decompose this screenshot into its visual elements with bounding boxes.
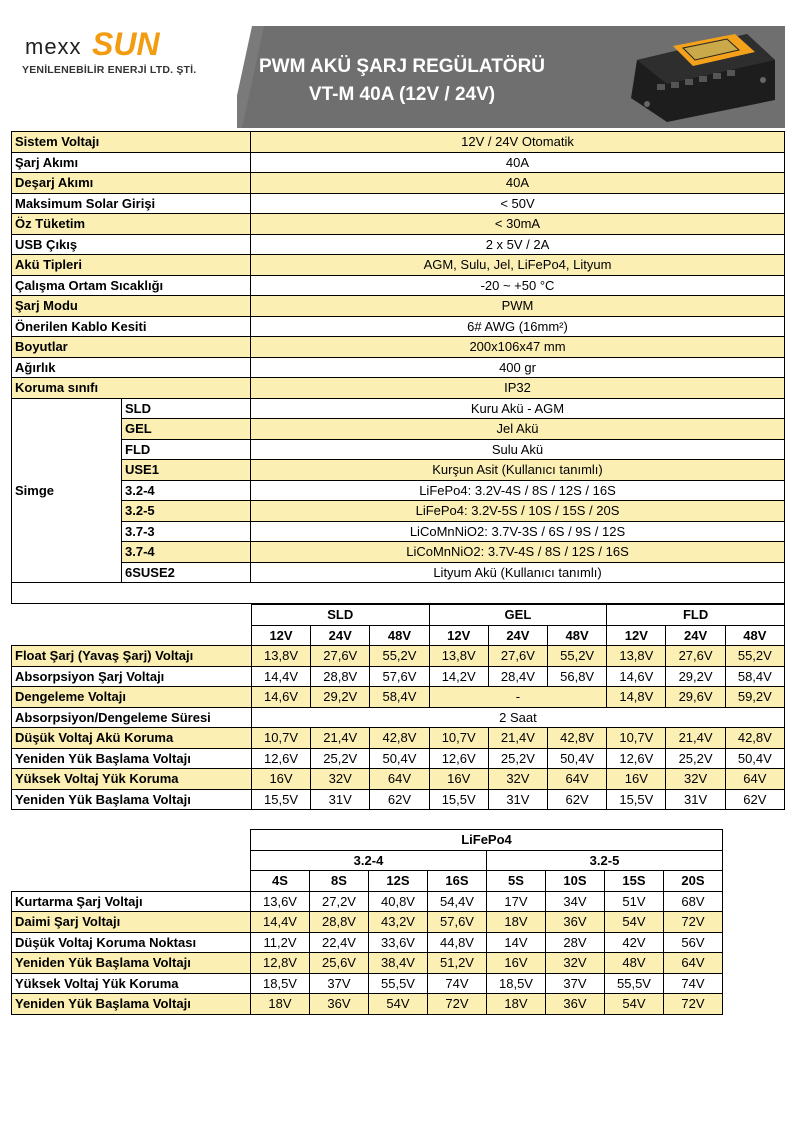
row-label: Yüksek Voltaj Yük Koruma (12, 769, 252, 790)
symbol-description: Sulu Akü (251, 439, 785, 460)
value-cell: 48V (605, 953, 664, 974)
value-cell: 32V (666, 769, 725, 790)
value-cell: 55,2V (725, 646, 784, 667)
table-row (12, 973, 723, 994)
value-cell: 72V (428, 994, 487, 1015)
value-cell: 12,6V (251, 748, 310, 769)
value-cell: 28,4V (488, 666, 547, 687)
value-cell: 15,5V (251, 789, 310, 810)
value-cell: 32V (311, 769, 370, 790)
cell-count-header: 8S (310, 871, 369, 892)
row-label: Düşük Voltaj Koruma Noktası (12, 932, 251, 953)
table-row (12, 255, 785, 276)
value-cell: 16V (251, 769, 310, 790)
value-cell: 57,6V (370, 666, 429, 687)
value-cell: 25,2V (666, 748, 725, 769)
voltage-header: 48V (725, 625, 784, 646)
value-cell: 64V (548, 769, 607, 790)
value-cell: 18,5V (251, 973, 310, 994)
value-cell: 14,4V (251, 912, 310, 933)
table-row (12, 275, 785, 296)
spec-value: AGM, Sulu, Jel, LiFePo4, Lityum (251, 255, 785, 276)
symbol-description: Kuru Akü - AGM (251, 398, 785, 419)
table-row (12, 666, 785, 687)
cell-count-header: 5S (487, 871, 546, 892)
value-cell: 38,4V (369, 953, 428, 974)
spec-label: Şarj Modu (12, 296, 251, 317)
value-cell: 14,2V (429, 666, 488, 687)
symbol-description: Kurşun Asit (Kullanıcı tanımlı) (251, 460, 785, 481)
value-cell: 25,2V (488, 748, 547, 769)
value-cell: 31V (488, 789, 547, 810)
symbol-code: 3.2-4 (122, 480, 251, 501)
value-cell: 62V (725, 789, 784, 810)
value-cell: 10,7V (607, 728, 666, 749)
lifepo-title: LiFePo4 (251, 830, 723, 851)
spec-value: 40A (251, 152, 785, 173)
spec-label: Şarj Akımı (12, 152, 251, 173)
header (10, 26, 785, 128)
table-row (12, 296, 785, 317)
table-row (12, 605, 785, 626)
spec-label: USB Çıkış (12, 234, 251, 255)
value-cell: 50,4V (370, 748, 429, 769)
symbol-code: 3.7-4 (122, 542, 251, 563)
value-cell: 13,8V (251, 646, 310, 667)
table-row (12, 646, 785, 667)
page-title: PWM AKÜ ŞARJ REGÜLATÖRÜ (258, 56, 546, 77)
logo-text-right: SUN (92, 26, 160, 62)
symbol-code: GEL (122, 419, 251, 440)
value-cell: 25,2V (311, 748, 370, 769)
value-cell: 56,8V (548, 666, 607, 687)
table-row (12, 748, 785, 769)
value-cell: 54,4V (428, 891, 487, 912)
spec-value: 400 gr (251, 357, 785, 378)
spec-label: Koruma sınıfı (12, 378, 251, 399)
value-cell: 13,8V (607, 646, 666, 667)
table-row (12, 932, 723, 953)
value-cell: 28,8V (311, 666, 370, 687)
voltage-header: 12V (607, 625, 666, 646)
value-cell: 27,6V (666, 646, 725, 667)
spec-value: 2 x 5V / 2A (251, 234, 785, 255)
row-label: Düşük Voltaj Akü Koruma (12, 728, 252, 749)
table-row (12, 728, 785, 749)
table-row (12, 562, 785, 583)
value-cell: 15,5V (429, 789, 488, 810)
value-cell: 10,7V (251, 728, 310, 749)
value-cell: 64V (725, 769, 784, 790)
value-cell: 11,2V (251, 932, 310, 953)
table-row (12, 521, 785, 542)
value-cell: 68V (664, 891, 723, 912)
symbol-description: LiFePo4: 3.2V-4S / 8S / 12S / 16S (251, 480, 785, 501)
voltage-header: 24V (311, 625, 370, 646)
value-cell: 10,7V (429, 728, 488, 749)
group-header: 3.2-4 (251, 850, 487, 871)
table-row (12, 337, 785, 358)
symbol-description: Jel Akü (251, 419, 785, 440)
merged-value: 2 Saat (251, 707, 784, 728)
value-cell: 27,6V (311, 646, 370, 667)
table-row (12, 439, 785, 460)
value-cell: 22,4V (310, 932, 369, 953)
value-cell: 36V (546, 994, 605, 1015)
value-cell: 21,4V (311, 728, 370, 749)
spacer-row (12, 583, 785, 604)
voltage-header: 48V (370, 625, 429, 646)
row-label: Yeniden Yük Başlama Voltajı (12, 953, 251, 974)
value-cell: 56V (664, 932, 723, 953)
value-cell: 36V (310, 994, 369, 1015)
spec-label: Maksimum Solar Girişi (12, 193, 251, 214)
voltage-header: 48V (548, 625, 607, 646)
row-label: Dengeleme Voltajı (12, 687, 252, 708)
value-cell: 72V (664, 912, 723, 933)
spec-label: Boyutlar (12, 337, 251, 358)
value-cell: 55,5V (605, 973, 664, 994)
value-cell: 25,6V (310, 953, 369, 974)
value-cell: 64V (664, 953, 723, 974)
row-label: Yeniden Yük Başlama Voltajı (12, 748, 252, 769)
value-cell: 15,5V (607, 789, 666, 810)
table-row (12, 132, 785, 153)
group-header: FLD (607, 605, 785, 626)
table-row (12, 173, 785, 194)
merged-value: - (429, 687, 607, 708)
value-cell: 64V (370, 769, 429, 790)
spec-value: 6# AWG (16mm²) (251, 316, 785, 337)
logo (10, 26, 237, 128)
value-cell: 74V (428, 973, 487, 994)
value-cell: 44,8V (428, 932, 487, 953)
value-cell: 12,8V (251, 953, 310, 974)
value-cell: 27,6V (488, 646, 547, 667)
value-cell: 40,8V (369, 891, 428, 912)
spec-label: Akü Tipleri (12, 255, 251, 276)
value-cell: 36V (546, 912, 605, 933)
value-cell: 16V (607, 769, 666, 790)
value-cell: 31V (311, 789, 370, 810)
value-cell: 43,2V (369, 912, 428, 933)
table-row (12, 789, 785, 810)
value-cell: 55,5V (369, 973, 428, 994)
spec-value: -20 ~ +50 °C (251, 275, 785, 296)
table-row (12, 891, 723, 912)
charge-controller-image (627, 30, 777, 124)
value-cell: 62V (548, 789, 607, 810)
value-cell: 18V (487, 994, 546, 1015)
table-row (12, 193, 785, 214)
table-row (12, 357, 785, 378)
row-label: Absorpsiyon/Dengeleme Süresi (12, 707, 252, 728)
symbol-code: 3.7-3 (122, 521, 251, 542)
value-cell: 18V (251, 994, 310, 1015)
value-cell: 31V (666, 789, 725, 810)
value-cell: 14V (487, 932, 546, 953)
table-row (12, 419, 785, 440)
table-row (12, 398, 785, 419)
value-cell: 28V (546, 932, 605, 953)
value-cell: 17V (487, 891, 546, 912)
value-cell: 59,2V (725, 687, 784, 708)
corner-cell (12, 605, 252, 646)
voltage-header: 12V (429, 625, 488, 646)
value-cell: 34V (546, 891, 605, 912)
voltage-header: 12V (251, 625, 310, 646)
value-cell: 29,6V (666, 687, 725, 708)
spec-label: Önerilen Kablo Kesiti (12, 316, 251, 337)
value-cell: 14,4V (251, 666, 310, 687)
spec-value: < 50V (251, 193, 785, 214)
value-cell: 37V (310, 973, 369, 994)
row-label: Kurtarma Şarj Voltajı (12, 891, 251, 912)
value-cell: 55,2V (548, 646, 607, 667)
value-cell: 21,4V (488, 728, 547, 749)
lifepo4-table (11, 829, 723, 1015)
value-cell: 14,8V (607, 687, 666, 708)
spec-label: Çalışma Ortam Sıcaklığı (12, 275, 251, 296)
value-cell: 13,8V (429, 646, 488, 667)
spec-value: 12V / 24V Otomatik (251, 132, 785, 153)
value-cell: 54V (369, 994, 428, 1015)
spec-label: Deşarj Akımı (12, 173, 251, 194)
symbol-description: LiCoMnNiO2: 3.7V-3S / 6S / 9S / 12S (251, 521, 785, 542)
value-cell: 50,4V (725, 748, 784, 769)
symbol-code: 6SUSE2 (122, 562, 251, 583)
value-cell: 27,2V (310, 891, 369, 912)
group-header: GEL (429, 605, 607, 626)
value-cell: 50,4V (548, 748, 607, 769)
row-label: Absorpsiyon Şarj Voltajı (12, 666, 252, 687)
table-row (12, 769, 785, 790)
value-cell: 29,2V (311, 687, 370, 708)
table-row (12, 316, 785, 337)
symbol-description: LiCoMnNiO2: 3.7V-4S / 8S / 12S / 16S (251, 542, 785, 563)
value-cell: 14,6V (251, 687, 310, 708)
table-row (12, 460, 785, 481)
symbol-code: USE1 (122, 460, 251, 481)
value-cell: 72V (664, 994, 723, 1015)
cell-count-header: 10S (546, 871, 605, 892)
table-row (12, 501, 785, 522)
spec-value: < 30mA (251, 214, 785, 235)
value-cell: 74V (664, 973, 723, 994)
value-cell: 55,2V (370, 646, 429, 667)
cell-count-header: 12S (369, 871, 428, 892)
spec-table (11, 131, 785, 604)
value-cell: 51,2V (428, 953, 487, 974)
spec-label: Ağırlık (12, 357, 251, 378)
cell-count-header: 4S (251, 871, 310, 892)
table-row (12, 234, 785, 255)
row-label: Yeniden Yük Başlama Voltajı (12, 994, 251, 1015)
value-cell: 16V (487, 953, 546, 974)
logo-subtitle: YENİLENEBİLİR ENERJİ LTD. ŞTİ. (22, 64, 197, 76)
row-label: Yeniden Yük Başlama Voltajı (12, 789, 252, 810)
table-row (12, 378, 785, 399)
voltage-header: 24V (666, 625, 725, 646)
spec-value: 200x106x47 mm (251, 337, 785, 358)
value-cell: 54V (605, 912, 664, 933)
value-cell: 42V (605, 932, 664, 953)
table-row (12, 152, 785, 173)
value-cell: 18V (487, 912, 546, 933)
table-row (12, 830, 723, 851)
symbol-code: FLD (122, 439, 251, 460)
value-cell: 21,4V (666, 728, 725, 749)
value-cell: 28,8V (310, 912, 369, 933)
value-cell: 33,6V (369, 932, 428, 953)
value-cell: 42,8V (548, 728, 607, 749)
value-cell: 12,6V (429, 748, 488, 769)
value-cell: 18,5V (487, 973, 546, 994)
spec-value: PWM (251, 296, 785, 317)
table-row (12, 912, 723, 933)
symbol-description: Lityum Akü (Kullanıcı tanımlı) (251, 562, 785, 583)
table-row (12, 480, 785, 501)
value-cell: 32V (488, 769, 547, 790)
corner-cell (12, 830, 251, 892)
cell-count-header: 16S (428, 871, 487, 892)
row-label: Yüksek Voltaj Yük Koruma (12, 973, 251, 994)
value-cell: 42,8V (725, 728, 784, 749)
group-header: SLD (251, 605, 429, 626)
table-row (12, 687, 785, 708)
value-cell: 58,4V (725, 666, 784, 687)
symbol-code: SLD (122, 398, 251, 419)
value-cell: 37V (546, 973, 605, 994)
value-cell: 12,6V (607, 748, 666, 769)
logo-text-left: mexx (25, 34, 82, 59)
cell-count-header: 20S (664, 871, 723, 892)
voltage-header: 24V (488, 625, 547, 646)
value-cell: 54V (605, 994, 664, 1015)
value-cell: 57,6V (428, 912, 487, 933)
table-row (12, 953, 723, 974)
value-cell: 62V (370, 789, 429, 810)
symbol-group-label: Simge (12, 398, 122, 583)
value-cell: 14,6V (607, 666, 666, 687)
spec-value: 40A (251, 173, 785, 194)
table-row (12, 542, 785, 563)
row-label: Daimi Şarj Voltajı (12, 912, 251, 933)
row-label: Float Şarj (Yavaş Şarj) Voltajı (12, 646, 252, 667)
spec-label: Sistem Voltajı (12, 132, 251, 153)
table-row (12, 707, 785, 728)
table-row (12, 583, 785, 604)
table-row (12, 994, 723, 1015)
lead-acid-table (11, 604, 785, 810)
spec-value: IP32 (251, 378, 785, 399)
spec-label: Öz Tüketim (12, 214, 251, 235)
page-subtitle: VT-M 40A (12V / 24V) (308, 84, 496, 105)
value-cell: 16V (429, 769, 488, 790)
value-cell: 58,4V (370, 687, 429, 708)
value-cell: 42,8V (370, 728, 429, 749)
group-header: 3.2-5 (487, 850, 723, 871)
value-cell: 51V (605, 891, 664, 912)
value-cell: 29,2V (666, 666, 725, 687)
cell-count-header: 15S (605, 871, 664, 892)
table-row (12, 214, 785, 235)
value-cell: 32V (546, 953, 605, 974)
symbol-description: LiFePo4: 3.2V-5S / 10S / 15S / 20S (251, 501, 785, 522)
value-cell: 13,6V (251, 891, 310, 912)
symbol-code: 3.2-5 (122, 501, 251, 522)
